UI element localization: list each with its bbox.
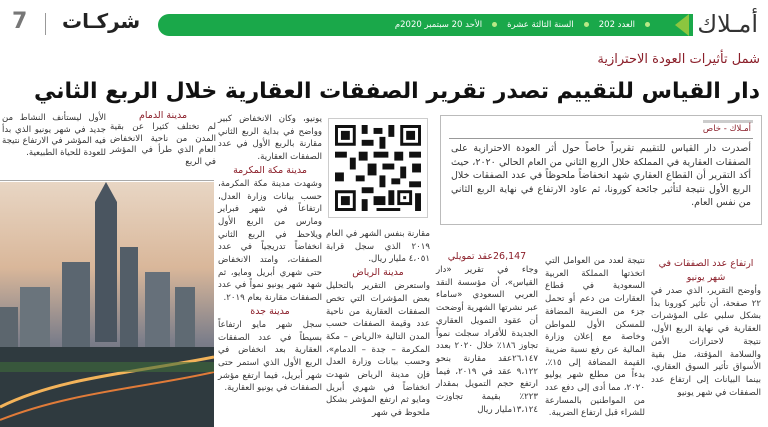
paragraph: لم تختلف كثيرا عن بقية المدن من ناحية الانخفاض العام الذي طرأ في المؤشر في الربع <box>110 122 216 167</box>
qr-code-icon[interactable] <box>328 118 428 218</box>
paragraph: مقارنة بنفس الشهر في العام ٢٠١٩ الذي سجل قرابة ٤،٠٥١ مليار ريال. <box>326 229 430 265</box>
paragraph: نتيجة لعدد من العوامل التي اتخذتها المملكة العربية السعودية في قطاع العقارات من دعم أو تحمل جزء من الضريبة المضافة للمسكن الأول للمواطن وخاصة مع إعلان وزارة المالية عن رفع نسبة ضريبة القيمة المضافة إلى ١٥٪، بدءاً من مطلع شهر يوليو ٢٠٢٠، مما أدى إلى دفع عدد من المواطنين بالمسارعة للشراء قبل ارتفاع الضريبة. <box>545 256 645 419</box>
paragraph: وأوضح التقرير، الذي صدر في ٢٢ صفحة، أن تأثير كورونا بدأ بشكل سلبي على المؤشرات العقارية في نهاية الربع الأول، نتيجة لاحترازات الأمن والسلامة المؤقتة، مثل بقية الأسواق تأثير السوق العقاري، بينما البيانات إلى ارتفاع عدد الصفقات في شهر يونيو <box>651 286 761 398</box>
divider <box>0 180 214 181</box>
issue-date: الأحد 20 سبتمبر 2020م <box>394 20 483 30</box>
subheading: مدينة الرياض <box>352 267 404 279</box>
section-title: شركـات <box>62 9 141 33</box>
column-4 <box>326 228 430 420</box>
subheading: ارتفاع عدد الصفقات في شهر يونيو <box>658 258 754 283</box>
logo <box>697 10 758 38</box>
subheading: مدينة جدة <box>250 305 290 317</box>
subheading: 26,147عقد تمويلي <box>447 251 527 262</box>
paragraph: يونيو، وكان الانخفاض كبير وواضح في بداية الربع الثاني مقارنة بالربع الأول في عدد الصفقات العقارية. <box>218 114 322 163</box>
masthead-notch <box>675 14 689 36</box>
kicker: شمل تأثيرات العودة الاحترازية <box>597 52 760 67</box>
divider <box>45 13 46 35</box>
decorative-bar <box>703 120 753 123</box>
bullet-icon <box>584 22 589 27</box>
divider <box>449 138 753 139</box>
paragraph: وشهدت مدينة مكة المكرمة، حسب بيانات وزارة العدل، ارتفاعاً في شهر فبراير ومارس من الربع الأول ويلاحظ في الربع الثاني انخفاضاً تدريجياً في عدد الصفقات، وامتد الانخفاض حتى شهري أبريل ومايو، ثم شهد شهر يونيو نمواً في عدد الصفقات مقارنة بعام ٢٠١٩. <box>218 178 322 304</box>
column-3 <box>436 250 538 416</box>
city-skyline-photo <box>0 182 214 427</box>
paragraph: الأول ليستأنف النشاط من جديد في شهر يونيو الذي بدأ فيه المؤشر في الارتفاع نتيجة للعودة للحياة الطبيعية. <box>2 113 106 158</box>
lead-box <box>440 115 762 225</box>
issue-info <box>180 14 660 36</box>
paragraph: واستعرض التقرير بالتحليل بعض المؤشرات التي تخص الصفقات العقارية من ناحية عدد وقيمة الصفقات حسب المدن التالية «الرياض – مكة المكرمة – جدة – الدمام»، وحسب بيانات وزارة العدل فإن مدينة الرياض شهدت انخفاضاً في شهري أبريل ومايو ثم ارتفع المؤشر بشكل ملحوظ في شهر <box>326 281 430 419</box>
column-2 <box>545 255 645 420</box>
column-7 <box>2 113 106 159</box>
byline: أمـلاك - خاص <box>702 124 751 134</box>
logo-text: أمـلاك <box>697 10 758 38</box>
subheading: مدينة مكة المكرمة <box>233 164 307 176</box>
qr-code-graphic <box>335 125 421 211</box>
page-number: 7 <box>12 9 28 34</box>
column-1 <box>651 257 761 399</box>
subheading: مدينة الدمام <box>138 110 188 121</box>
headline: دار القياس للتقييم تصدر تقرير الصفقات العقارية خلال الربع الثاني <box>33 79 760 104</box>
skyline-graphic <box>0 182 214 427</box>
issue-number: العدد 202 <box>598 20 635 30</box>
column-5 <box>218 113 322 395</box>
lead-paragraph: أصدرت دار القياس للتقييم تقريراً خاصاً حول أثر العودة الاحترازية على الصفقات العقارية في المملكة خلال الربع الثاني من العام الحالي ٢٠٢٠، حيث أكد التقرير أن القطاع العقاري شهد انخفاضاً ملحوظاً في عدد الصفقات خلال الربع الأول نتيجة لتأثير جائحة كورونا، ثم عاود الارتفاع في نهاية الربع الثاني من نفس العام. <box>451 143 751 208</box>
bullet-icon <box>492 22 497 27</box>
issue-year: السنة الثالثة عشرة <box>507 20 574 30</box>
paragraph: وجاء في تقرير «دار القياس»، أن مؤسسة النقد العربي السعودي «ساماء عبر نشرتها الشهرية أوضحت أن عقود التمويل العقاري الجديدة للأفراد سجلت نمواً تجاوز ١٨٦٪ خلال ٢٠٢٠ بعدد ٢٦،١٤٧عقد مقارنة بنحو ٩،١٢٢ عقد في ٢٠١٩، فيما ارتفع حجم التمويل بمقدار ٢٢٣٪ بقيمة تجاوزت ١٣،١٢٤مليار ريال <box>436 265 539 415</box>
column-6 <box>110 110 216 168</box>
bullet-icon <box>645 22 650 27</box>
paragraph: سجل شهر مايو ارتفاعاً بسيطاً في عدد الصفقات العقارية بعد انخفاض في الربع الأول الذي استمر حتى شهر أبريل، فيما ارتفع مؤشر الصفقات في يونيو العقارية. <box>218 319 322 394</box>
